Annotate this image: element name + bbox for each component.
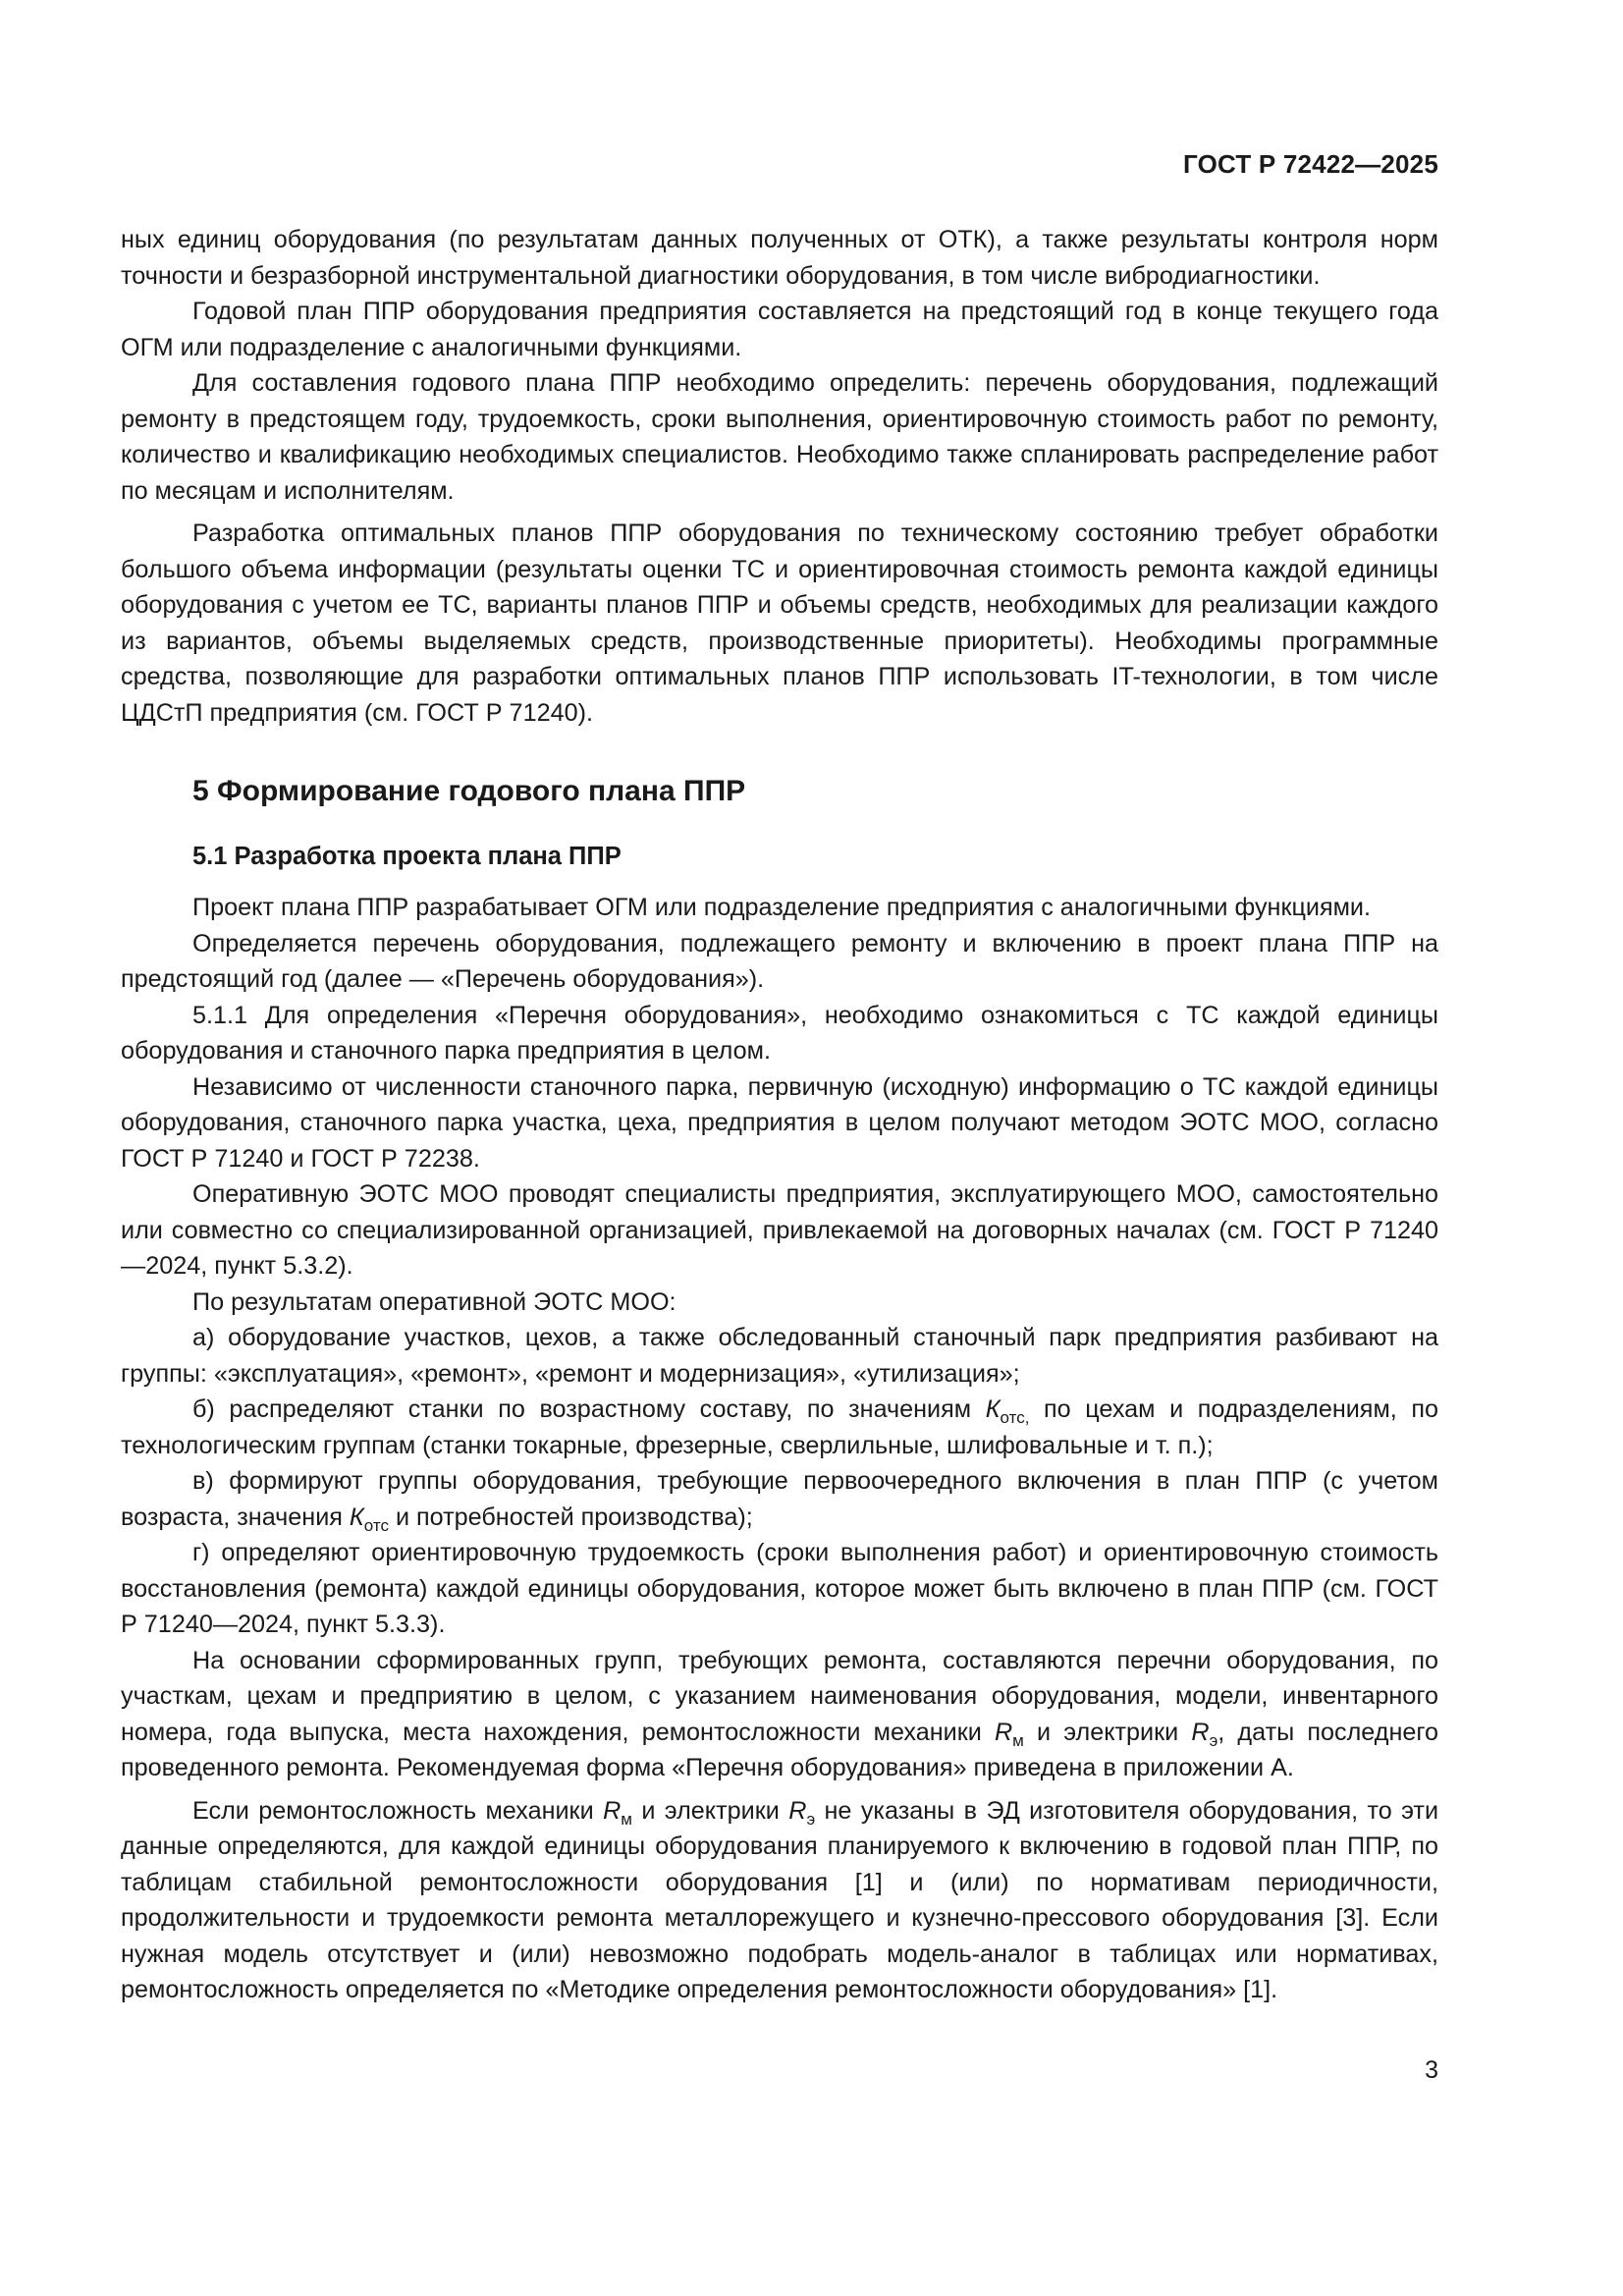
r-symbol: R (1191, 1718, 1210, 1746)
clause-paragraph: 5.1.1 Для определения «Перечня оборудования», необходимо ознакомиться с ТС каждой единицы оборудования и станочного парка предприятия в целом. (121, 1001, 1438, 1065)
k-symbol: К (985, 1395, 1001, 1423)
subscript: э (1209, 1730, 1218, 1750)
r-symbol: R (603, 1796, 622, 1825)
section-heading: 5 Формирование годового плана ППР (192, 775, 746, 807)
paragraph: Годовой план ППР оборудования предприятия составляется на предстоящий год в конце текущего года ОГМ или подразделение с аналогичными функциями. (121, 298, 1438, 361)
text-run: , даты последнего проведенного ремонта. Рекомендуемая форма «Перечня оборудования» приведена в приложении А. (121, 1718, 1439, 1781)
subsection-heading: 5.1 Разработка проекта плана ППР (192, 843, 622, 870)
paragraph: Оперативную ЭОТС МОО проводят специалисты предприятия, эксплуатирующего МОО, самостоятельно или совместно со специализированной организацией, привлекаемой на договорных началах (см. ГОСТ Р 71240—2024, пункт 5.3.2). (121, 1180, 1438, 1280)
standard-header: ГОСТ Р 72422—2025 (1183, 149, 1438, 179)
subscript: м (621, 1809, 632, 1829)
list-item: г) определяют ориентировочную трудоемкость (сроки выполнения работ) и ориентировочную стоимость восстановления (ремонта) каждой единицы оборудования, которое может быть включено в план ППР (см. ГОСТ Р 71240—2024, пункт 5.3.3). (121, 1539, 1438, 1638)
subscript: м (1012, 1730, 1024, 1750)
list-item (121, 1392, 1438, 1463)
text-run: б) распределяют станки по возрастному составу, по значениям (192, 1395, 972, 1423)
text-run: по цехам и подразделениям, по технологическим группам (станки токарные, фрезерные, сверлильные, шлифовальные и т. п.); (121, 1395, 1438, 1459)
k-symbol: К (349, 1503, 364, 1531)
r-symbol: R (994, 1718, 1013, 1746)
subscript: отс (363, 1515, 389, 1535)
text-run: и потребностей производства); (388, 1503, 753, 1531)
subscript: э (806, 1809, 816, 1829)
paragraph: Независимо от численности станочного парка, первичную (исходную) информацию о ТС каждой единицы оборудования, станочного парка участка, цеха, предприятия в целом получают методом ЭОТС МОО, согласно ГОСТ Р 71240 и ГОСТ Р 72238. (121, 1072, 1438, 1173)
paragraph-continuation: ных единиц оборудования (по результатам данных полученных от ОТК), а также результаты контроля норм точности и безразборной инструментальной диагностики оборудования, в том числе вибродиагностики. (121, 226, 1438, 290)
text-run: и электрики (1023, 1718, 1179, 1746)
r-symbol: R (788, 1796, 807, 1825)
text-run: Если ремонтосложность механики (192, 1796, 594, 1825)
paragraph: Проект плана ППР разрабатывает ОГМ или подразделение предприятия с аналогичными функциями. (192, 894, 1371, 921)
page-number: 3 (1425, 2056, 1438, 2084)
text-run: не указаны в ЭД изготовителя оборудования, то эти данные определяются, для каждой единицы оборудования планируемого к включению в годовой план ППР, по таблицам стабильной ремонтосложности оборудования [1] и (или) по нормативам периодичности, продолжительности и трудоемкости ремонта металлорежущего и кузнечно-прессового оборудования [3]. Если нужная модель отсутствует и (или) невозможно подобрать модель-аналог в таблицах или нормативах, ремонтосложность определяется по «Методике определения ремонтосложности оборудования» [1]. (121, 1796, 1439, 2003)
text-run: в) формируют группы оборудования, требующие первоочередного включения в план ППР (с учетом возраста, значения (121, 1467, 1438, 1531)
paragraph: Определяется перечень оборудования, подлежащего ремонту и включению в проект плана ППР на предстоящий год (далее — «Перечень оборудования»). (121, 929, 1438, 993)
document-body (121, 222, 1438, 2008)
paragraph: Разработка оптимальных планов ППР оборудования по техническому состоянию требует обработки большого объема информации (результаты оценки ТС и ориентировочная стоимость ремонта каждой единицы оборудования с учетом ее ТС, варианты планов ППР и объемы средств, необходимых для реализации каждого из вариантов, объемы выделяемых средств, производственные приоритеты). Необходимы программные средства, позволяющие для разработки оптимальных планов ППР использовать IT-технологии, в том числе ЦДСтП предприятия (см. ГОСТ Р 71240). (121, 519, 1438, 727)
text-run: На основании сформированных групп, требующих ремонта, составляются перечни оборудования, по участкам, цехам и предприятию в целом, с указанием наименования оборудования, модели, инвентарного номера, года выпуска, места нахождения, ремонтосложности механики (121, 1646, 1438, 1746)
list-item: а) оборудование участков, цехов, а также обследованный станочный парк предприятия разбивают на группы: «эксплуатация», «ремонт», «ремонт и модернизация», «утилизация»; (121, 1324, 1438, 1388)
subscript: отс, (1000, 1408, 1030, 1427)
text-run: и электрики (631, 1796, 780, 1825)
paragraph (121, 1793, 1438, 2008)
list-item (121, 1463, 1438, 1535)
paragraph: По результатам оперативной ЭОТС МОО: (192, 1287, 676, 1316)
paragraph: Для составления годового плана ППР необходимо определить: перечень оборудования, подлежащий ремонту в предстоящем году, трудоемкость, сроки выполнения, ориентировочную стоимость работ по ремонту, количество и квалификацию необходимых специалистов. Необходимо также спланировать распределение работ по месяцам и исполнителям. (121, 369, 1438, 505)
paragraph (121, 1643, 1438, 1786)
